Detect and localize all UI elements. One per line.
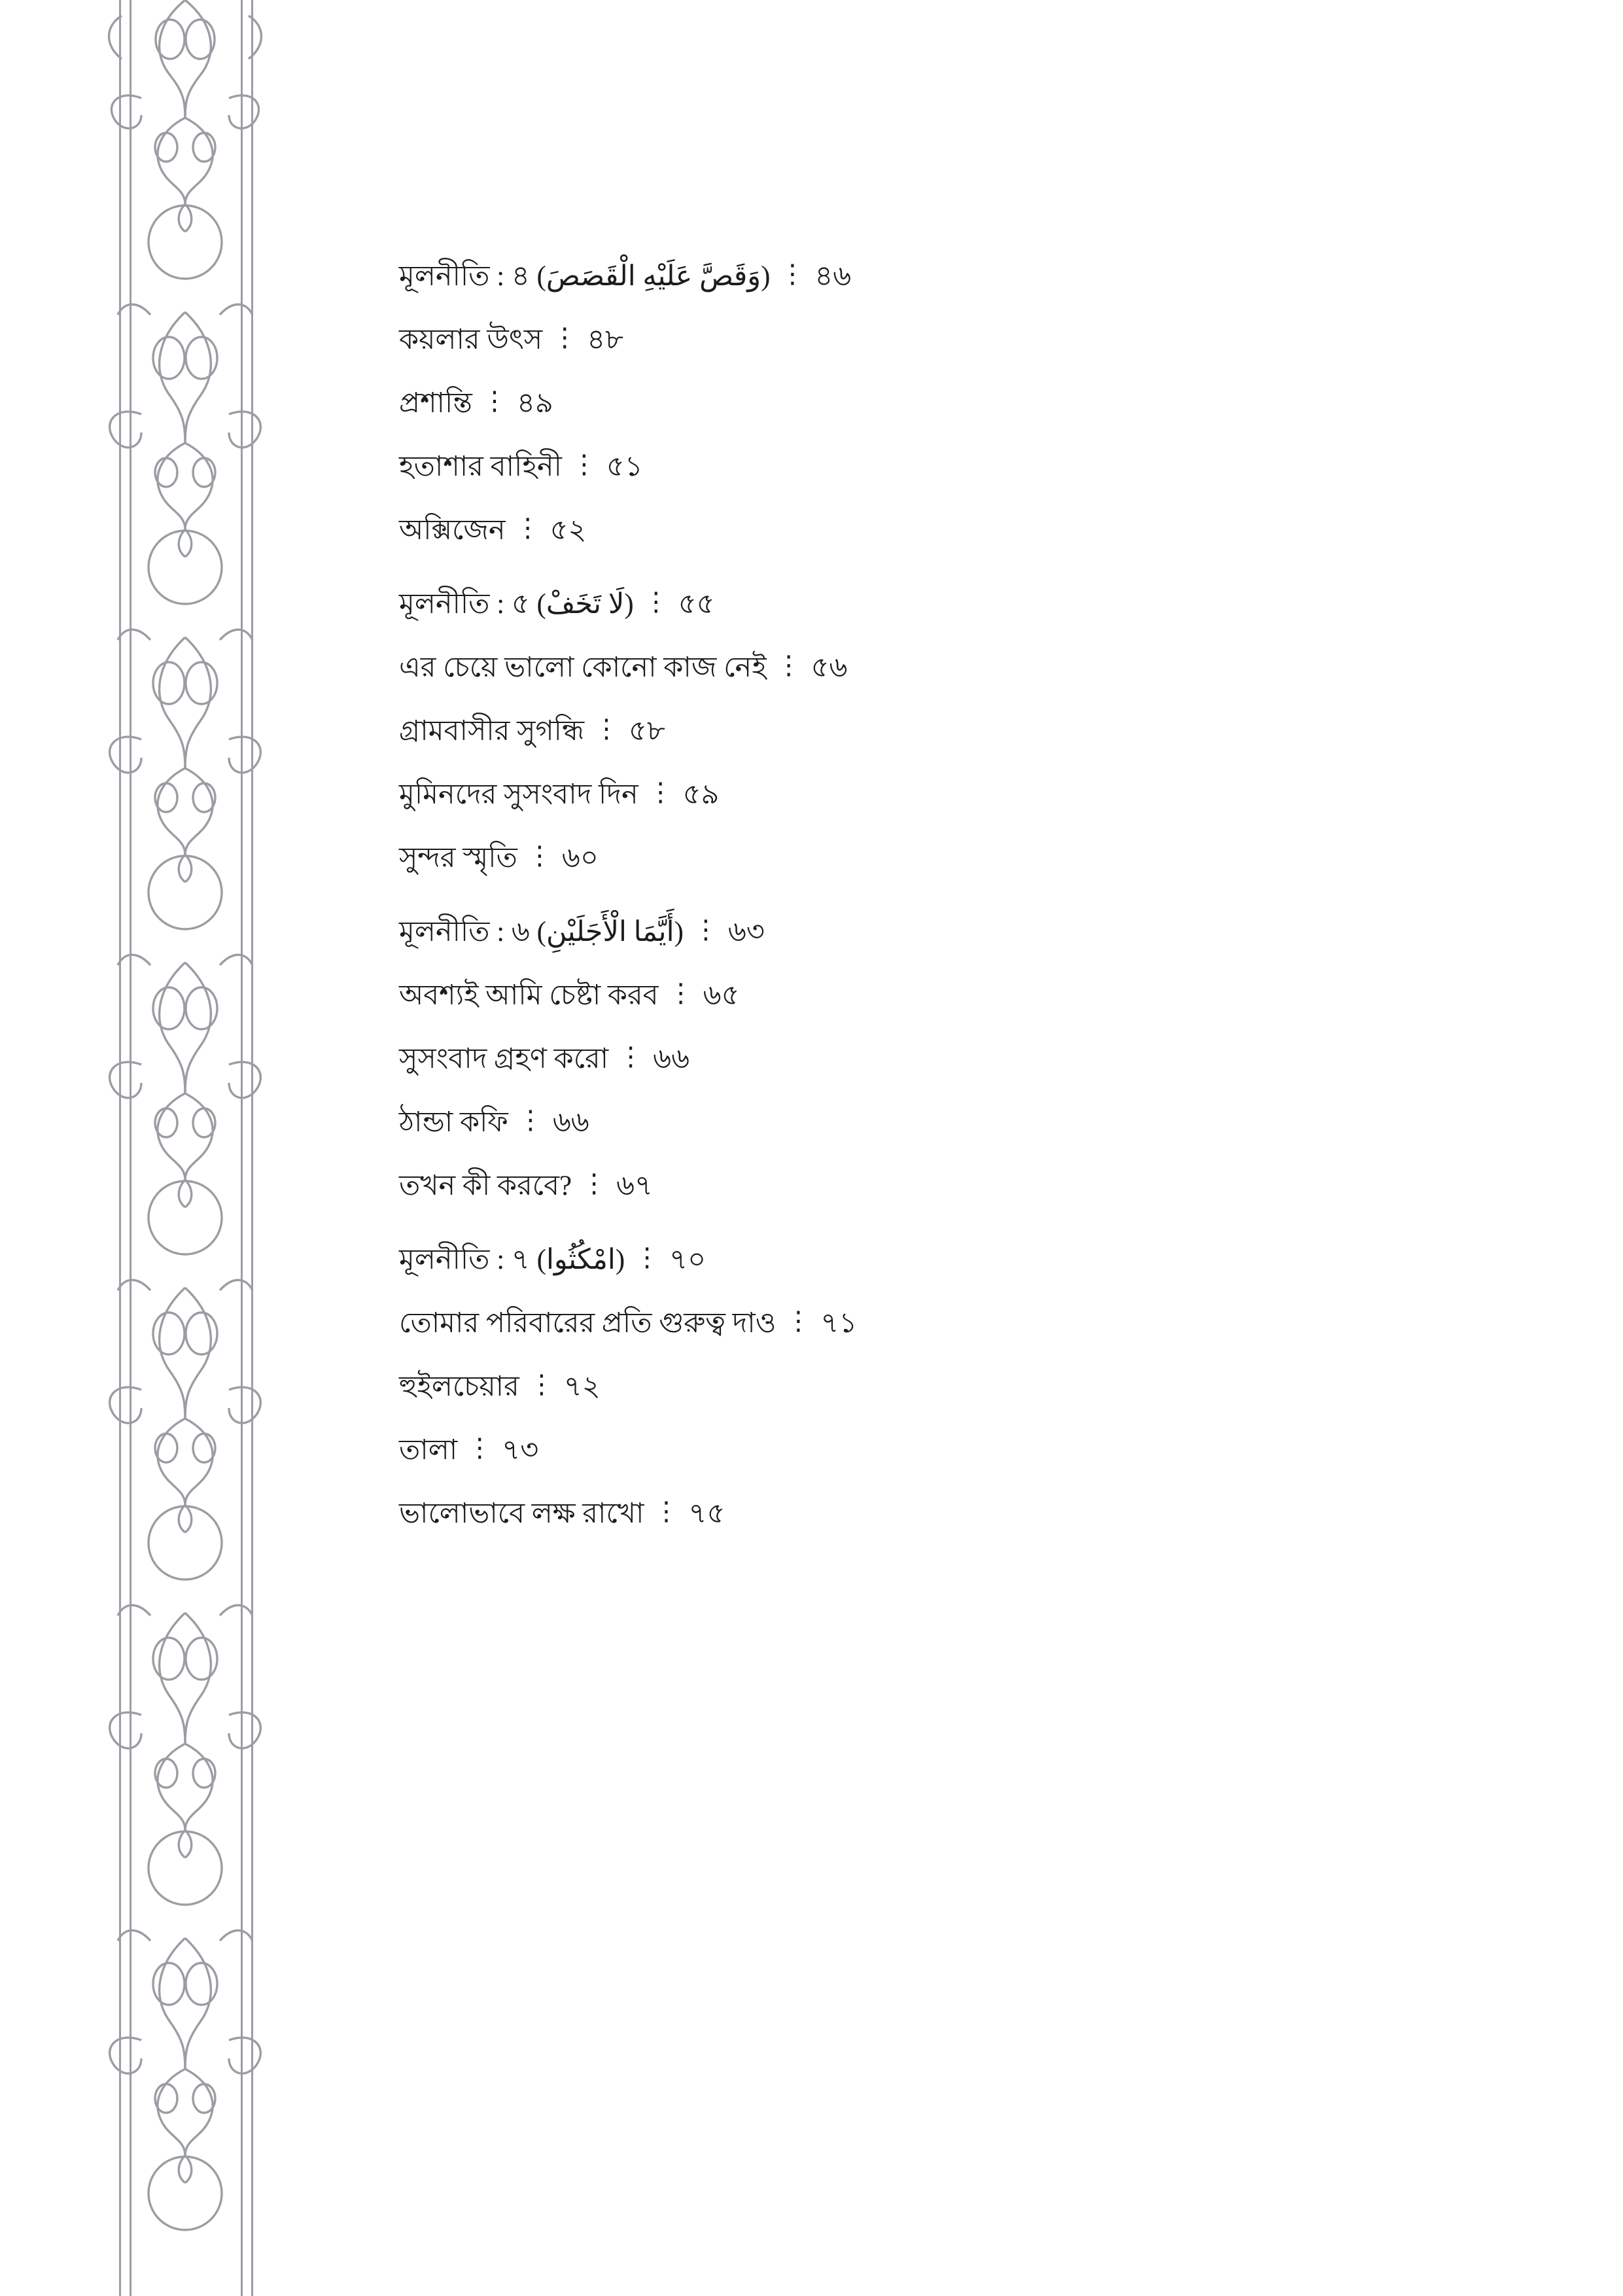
toc-separator: ⋮ (653, 1497, 680, 1526)
toc-separator: ⋮ (618, 1042, 644, 1071)
ornament-motif (79, 611, 294, 936)
toc-separator: ⋮ (692, 915, 719, 944)
toc-entry-title: অক্সিজেন (399, 515, 506, 546)
toc-entry-title: সুন্দর স্মৃতি (399, 843, 517, 874)
toc-separator: ⋮ (647, 778, 674, 807)
toc-entry-page: ৫১ (606, 451, 643, 482)
decorative-border-column (79, 0, 294, 2296)
toc-entry[interactable] (399, 1366, 1420, 1412)
toc-entry[interactable] (399, 646, 1420, 693)
toc-separator: ⋮ (466, 1434, 493, 1462)
toc-entry[interactable] (399, 255, 1420, 302)
toc-entry[interactable] (399, 911, 1420, 957)
toc-entry[interactable] (399, 710, 1420, 756)
toc-entry[interactable] (399, 319, 1420, 365)
toc-entry-page: ৭২ (563, 1371, 601, 1402)
toc-entry-title: ঠান্ডা কফি (399, 1107, 508, 1138)
toc-entry[interactable] (399, 1239, 1420, 1285)
toc-separator: ⋮ (785, 1307, 812, 1335)
toc-entry[interactable] (399, 1038, 1420, 1084)
toc-entry-page: ৫৮ (629, 716, 665, 747)
toc-separator: ⋮ (593, 715, 620, 743)
toc-entry[interactable] (399, 773, 1420, 820)
toc-entry-page: ৫২ (550, 515, 587, 546)
toc-entry[interactable] (399, 1302, 1420, 1349)
toc-entry-page: ৭৫ (688, 1498, 725, 1529)
toc-group (399, 255, 1420, 556)
ornament-motif (79, 1587, 294, 1912)
toc-separator: ⋮ (634, 1243, 661, 1272)
toc-entry[interactable] (399, 382, 1420, 429)
ornament-motif (79, 0, 294, 286)
toc-entry-page: ৬৩ (727, 917, 765, 947)
toc-entry-title: অবশ্যই আমি চেষ্টা করব (399, 980, 659, 1011)
toc-entry[interactable] (399, 1429, 1420, 1475)
ornament-motif (79, 936, 294, 1262)
toc-entry-page: ৬৭ (616, 1171, 654, 1201)
toc-entry-page: ৫৯ (682, 779, 720, 810)
toc-entry-page: ৭০ (669, 1245, 707, 1275)
toc-separator: ⋮ (667, 979, 694, 1008)
toc-entry[interactable] (399, 1101, 1420, 1148)
toc-entry[interactable] (399, 1165, 1420, 1211)
table-of-contents (399, 255, 1420, 1539)
toc-group (399, 583, 1420, 883)
toc-entry-page: ৭১ (820, 1308, 858, 1339)
toc-entry-title: মুমিনদের সুসংবাদ দিন (399, 779, 638, 810)
toc-entry[interactable] (399, 583, 1420, 629)
toc-entry-title: মূলনীতি : ৬ (أَيَّمَا الْأَجَلَيْنِ) (399, 917, 684, 947)
toc-entry-page: ৬৫ (703, 980, 740, 1011)
toc-separator: ⋮ (514, 514, 541, 542)
toc-separator: ⋮ (517, 1106, 544, 1135)
toc-entry-page: ৬৬ (552, 1107, 589, 1138)
toc-group (399, 911, 1420, 1211)
toc-entry[interactable] (399, 837, 1420, 883)
toc-entry-title: এর চেয়ে ভালো কোনো কাজ নেই (399, 652, 767, 683)
toc-separator: ⋮ (779, 260, 806, 289)
toc-entry-page: ৬০ (561, 843, 599, 874)
toc-entry-page: ৫৫ (678, 589, 715, 620)
toc-group (399, 1239, 1420, 1539)
toc-entry-page: ৪৯ (516, 388, 553, 419)
ornament-motif (79, 1262, 294, 1587)
toc-separator: ⋮ (528, 1370, 555, 1399)
toc-entry-title: মূলনীতি : ৫ (لَا تَخَفْ) (399, 589, 634, 620)
ornament-motif (79, 1912, 294, 2237)
toc-entry-title: মূলনীতি : ৭ (امْكُثُوا) (399, 1245, 625, 1275)
toc-separator: ⋮ (526, 841, 553, 870)
toc-entry-title: প্রশান্তি (399, 388, 472, 419)
toc-entry-page: ৬৬ (653, 1044, 690, 1074)
toc-entry-title: গ্রামবাসীর সুগন্ধি (399, 716, 585, 747)
toc-entry[interactable] (399, 509, 1420, 556)
toc-separator: ⋮ (551, 323, 578, 352)
toc-entry-title: তখন কী করবে? (399, 1171, 572, 1201)
toc-entry-title: হুইলচেয়ার (399, 1371, 519, 1402)
toc-entry[interactable] (399, 1492, 1420, 1539)
toc-entry-title: মূলনীতি : ৪ (وَقَصَّ عَلَيْهِ الْقَصَصَ) (399, 261, 771, 292)
toc-entry-title: সুসংবাদ গ্রহণ করো (399, 1044, 609, 1074)
toc-entry-page: ৫৬ (811, 652, 848, 683)
toc-separator: ⋮ (775, 651, 802, 680)
toc-entry-page: ৪৮ (587, 325, 624, 355)
toc-entry-page: ৪৬ (814, 261, 852, 292)
toc-entry-page: ৭৩ (502, 1435, 539, 1466)
toc-entry-title: তালা (399, 1435, 458, 1466)
toc-entry-title: তোমার পরিবারের প্রতি গুরুত্ব দাও (399, 1308, 777, 1339)
toc-entry-title: কয়লার উৎস (399, 325, 543, 355)
ornament-motif (79, 286, 294, 611)
toc-separator: ⋮ (642, 588, 669, 616)
toc-entry-title: হতাশার বাহিনী (399, 451, 562, 482)
toc-entry[interactable] (399, 446, 1420, 492)
toc-entry[interactable] (399, 974, 1420, 1021)
toc-entry-title: ভালোভাবে লক্ষ রাখো (399, 1498, 644, 1529)
toc-separator: ⋮ (581, 1169, 608, 1198)
toc-separator: ⋮ (570, 450, 597, 479)
toc-separator: ⋮ (481, 387, 508, 415)
